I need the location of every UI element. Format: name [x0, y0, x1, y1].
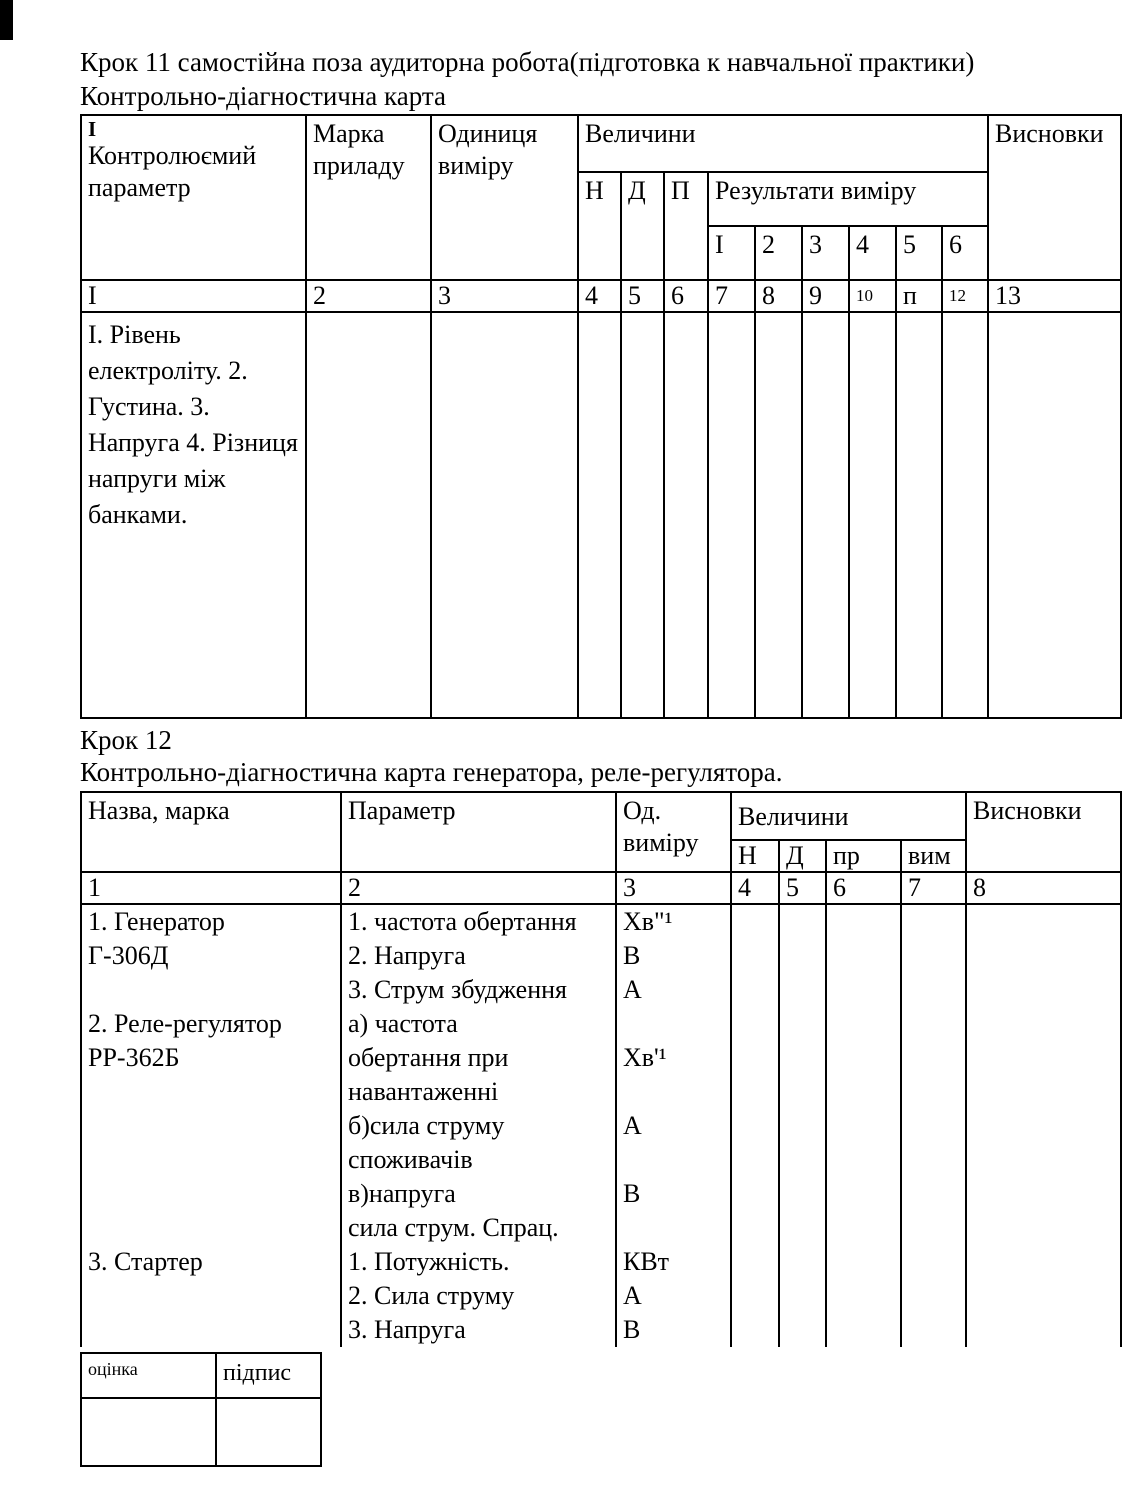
t1-empty-cell: [306, 312, 431, 718]
t2-param-cell: сила струм. Спрац.: [341, 1211, 616, 1245]
t2-empty-cell: [731, 1041, 779, 1075]
t2-empty-cell: [966, 1075, 1121, 1109]
t1-results-group-header: Результати виміру: [708, 172, 988, 226]
t2-empty-cell: [826, 1177, 901, 1211]
t1-column-number: 9: [802, 280, 849, 312]
t2-unit-cell: А: [616, 1109, 731, 1143]
t2-param-cell: а) частота: [341, 1007, 616, 1041]
t2-empty-cell: [966, 904, 1121, 939]
t2-param-cell: 1. Потужність.: [341, 1245, 616, 1279]
t2-unit-cell: Хв'¹: [616, 1041, 731, 1075]
t2-column-number: 6: [826, 872, 901, 904]
t2-empty-cell: [731, 1245, 779, 1279]
t2-empty-cell: [826, 939, 901, 973]
t1-column-number: 2: [306, 280, 431, 312]
t1-empty-cell: [578, 312, 621, 718]
t2-unit-cell: В: [616, 1177, 731, 1211]
t2-parameter-header: Параметр: [341, 792, 616, 872]
t2-empty-cell: [901, 1143, 966, 1177]
score-label-cell: оцінка: [81, 1353, 216, 1398]
t2-empty-cell: [826, 1007, 901, 1041]
t2-empty-cell: [731, 973, 779, 1007]
t2-empty-cell: [779, 1177, 826, 1211]
t2-column-number: 4: [731, 872, 779, 904]
t2-empty-cell: [901, 1041, 966, 1075]
t2-empty-cell: [901, 904, 966, 939]
t1-result-col-header: I: [708, 226, 755, 280]
t2-subcol-n-header: Н: [731, 840, 779, 872]
t2-empty-cell: [826, 1245, 901, 1279]
t2-name-cell: [81, 1313, 341, 1347]
t2-empty-cell: [731, 1143, 779, 1177]
t2-empty-cell: [779, 1143, 826, 1177]
t2-column-number: 2: [341, 872, 616, 904]
t2-empty-cell: [966, 1245, 1121, 1279]
t2-name-brand-header: Назва, марка: [81, 792, 341, 872]
t2-subcol-vym-header: вим: [901, 840, 966, 872]
t2-empty-cell: [966, 1109, 1121, 1143]
t2-name-cell: [81, 1143, 341, 1177]
t2-empty-cell: [826, 1109, 901, 1143]
table-krok11: [80, 114, 1122, 719]
table-krok12: [80, 791, 1122, 1347]
t2-name-cell: [81, 973, 341, 1007]
t2-subcol-pr-header: пр: [826, 840, 901, 872]
t1-empty-cell: [431, 312, 578, 718]
t2-empty-cell: [731, 939, 779, 973]
t2-param-cell: 3. Напруга: [341, 1313, 616, 1347]
t2-empty-cell: [826, 904, 901, 939]
t1-empty-cell: [942, 312, 988, 718]
t1-parameter-cell: І. Рівень електроліту. 2. Густина. 3. Напруга 4. Різниця напруги між банками.: [81, 312, 306, 718]
t1-empty-cell: [849, 312, 896, 718]
t1-controlled-parameter-header: [81, 115, 306, 280]
t1-empty-cell: [896, 312, 942, 718]
t2-empty-cell: [779, 973, 826, 1007]
t1-result-col-header: 2: [755, 226, 802, 280]
t2-values-group-header: Величини: [731, 792, 966, 840]
t2-unit-cell: А: [616, 1279, 731, 1313]
t2-empty-cell: [826, 1143, 901, 1177]
t2-name-cell: [81, 1177, 341, 1211]
t2-empty-cell: [779, 1245, 826, 1279]
t2-empty-cell: [779, 939, 826, 973]
t2-empty-cell: [966, 939, 1121, 973]
t2-unit-cell: [616, 1211, 731, 1245]
t2-empty-cell: [779, 1279, 826, 1313]
t1-values-group-header: Величини: [578, 115, 988, 172]
t1-col1-label: Контролюємий параметр: [88, 141, 257, 202]
t2-name-cell: РР-362Б: [81, 1041, 341, 1075]
t1-column-number: 10: [849, 280, 896, 312]
t2-param-cell: навантаженні: [341, 1075, 616, 1109]
t2-param-cell: в)напруга: [341, 1177, 616, 1211]
t2-empty-cell: [966, 1041, 1121, 1075]
t1-column-number: 6: [664, 280, 708, 312]
t2-empty-cell: [826, 1211, 901, 1245]
t1-column-number: 4: [578, 280, 621, 312]
t1-empty-cell: [664, 312, 708, 718]
t2-empty-cell: [731, 1313, 779, 1347]
t1-subcol-d-header: Д: [621, 172, 664, 280]
t1-column-number: 5: [621, 280, 664, 312]
t1-col1-index: I: [88, 117, 97, 141]
t2-empty-cell: [826, 1041, 901, 1075]
t2-empty-cell: [901, 973, 966, 1007]
t1-column-number: 8: [755, 280, 802, 312]
t1-subcol-n-header: Н: [578, 172, 621, 280]
t2-unit-cell: В: [616, 939, 731, 973]
t2-empty-cell: [966, 1313, 1121, 1347]
t2-empty-cell: [731, 1279, 779, 1313]
signature-value-cell: [216, 1398, 321, 1466]
t2-empty-cell: [779, 1313, 826, 1347]
t2-subcol-d-header: Д: [779, 840, 826, 872]
page-subtitle: Контрольно-діагностична карта: [80, 81, 446, 111]
t2-empty-cell: [826, 1075, 901, 1109]
t2-empty-cell: [901, 1279, 966, 1313]
t1-subcol-p-header: П: [664, 172, 708, 280]
t2-name-cell: 1. Генератор: [81, 904, 341, 939]
krok12-title: Крок 12: [80, 725, 172, 755]
t2-empty-cell: [779, 1041, 826, 1075]
t1-column-number: 7: [708, 280, 755, 312]
t1-empty-cell: [988, 312, 1121, 718]
t2-param-cell: обертання при: [341, 1041, 616, 1075]
t2-empty-cell: [901, 1177, 966, 1211]
t2-empty-cell: [901, 1075, 966, 1109]
t2-name-cell: [81, 1109, 341, 1143]
t2-conclusions-header: Висновки: [966, 792, 1121, 872]
t1-empty-cell: [621, 312, 664, 718]
scan-artifact: [0, 0, 13, 40]
t2-empty-cell: [731, 1211, 779, 1245]
t2-param-cell: 2. Напруга: [341, 939, 616, 973]
t2-unit-cell: [616, 1075, 731, 1109]
t2-empty-cell: [779, 1007, 826, 1041]
t2-param-cell: споживачів: [341, 1143, 616, 1177]
t2-empty-cell: [826, 973, 901, 1007]
t2-name-cell: [81, 1279, 341, 1313]
t2-empty-cell: [901, 1109, 966, 1143]
t1-empty-cell: [755, 312, 802, 718]
t2-empty-cell: [826, 1313, 901, 1347]
t2-column-number: 1: [81, 872, 341, 904]
t1-column-number: п: [896, 280, 942, 312]
t2-unit-cell: КВт: [616, 1245, 731, 1279]
t2-name-cell: 2. Реле-регулятор: [81, 1007, 341, 1041]
t2-name-cell: 3. Стартер: [81, 1245, 341, 1279]
t1-column-number: 13: [988, 280, 1121, 312]
t2-param-cell: б)сила струму: [341, 1109, 616, 1143]
t2-name-cell: [81, 1075, 341, 1109]
t1-column-number: I: [81, 280, 306, 312]
t2-empty-cell: [966, 1279, 1121, 1313]
score-value-cell: [81, 1398, 216, 1466]
t2-empty-cell: [901, 1211, 966, 1245]
t2-empty-cell: [779, 1075, 826, 1109]
t2-empty-cell: [966, 1007, 1121, 1041]
t2-empty-cell: [779, 1109, 826, 1143]
t2-empty-cell: [779, 1211, 826, 1245]
t2-column-number: 8: [966, 872, 1121, 904]
t2-param-cell: 1. частота обертання: [341, 904, 616, 939]
t2-empty-cell: [731, 1109, 779, 1143]
t2-column-number: 3: [616, 872, 731, 904]
t2-column-number: 7: [901, 872, 966, 904]
t1-measure-unit-header: Одиниця виміру: [431, 115, 578, 280]
t2-empty-cell: [779, 904, 826, 939]
t2-empty-cell: [731, 1007, 779, 1041]
signature-label-cell: підпис: [216, 1353, 321, 1398]
page-title: Крок 11 самостійна поза аудиторна робота(підготовка к навчальної практики): [80, 47, 975, 77]
t2-unit-cell: [616, 1143, 731, 1177]
t2-empty-cell: [966, 973, 1121, 1007]
t2-empty-cell: [731, 904, 779, 939]
t2-empty-cell: [901, 1007, 966, 1041]
t2-unit-cell: [616, 1007, 731, 1041]
t2-unit-cell: А: [616, 973, 731, 1007]
t2-empty-cell: [731, 1177, 779, 1211]
score-signature-table: [80, 1352, 322, 1467]
t1-column-number: 3: [431, 280, 578, 312]
t1-conclusions-header: Висновки: [988, 115, 1121, 280]
t2-empty-cell: [966, 1143, 1121, 1177]
t2-empty-cell: [901, 1313, 966, 1347]
t1-empty-cell: [708, 312, 755, 718]
t1-empty-cell: [802, 312, 849, 718]
t1-result-col-header: 6: [942, 226, 988, 280]
t2-empty-cell: [731, 1075, 779, 1109]
t1-device-brand-header: Марка приладу: [306, 115, 431, 280]
t1-result-col-header: 3: [802, 226, 849, 280]
t2-unit-cell: Хв"¹: [616, 904, 731, 939]
t2-param-cell: 2. Сила струму: [341, 1279, 616, 1313]
t1-column-number: 12: [942, 280, 988, 312]
t2-empty-cell: [826, 1279, 901, 1313]
t2-unit-cell: В: [616, 1313, 731, 1347]
t2-column-number: 5: [779, 872, 826, 904]
krok12-subtitle: Контрольно-діагностична карта генератора, реле-регулятора.: [80, 757, 783, 787]
t2-name-cell: [81, 1211, 341, 1245]
t2-empty-cell: [901, 939, 966, 973]
t2-empty-cell: [966, 1177, 1121, 1211]
t1-result-col-header: 5: [896, 226, 942, 280]
t1-result-col-header: 4: [849, 226, 896, 280]
t2-name-cell: Г-306Д: [81, 939, 341, 973]
t2-empty-cell: [901, 1245, 966, 1279]
t2-empty-cell: [966, 1211, 1121, 1245]
t2-measure-unit-header: Од. виміру: [616, 792, 731, 872]
t2-param-cell: 3. Струм збудження: [341, 973, 616, 1007]
